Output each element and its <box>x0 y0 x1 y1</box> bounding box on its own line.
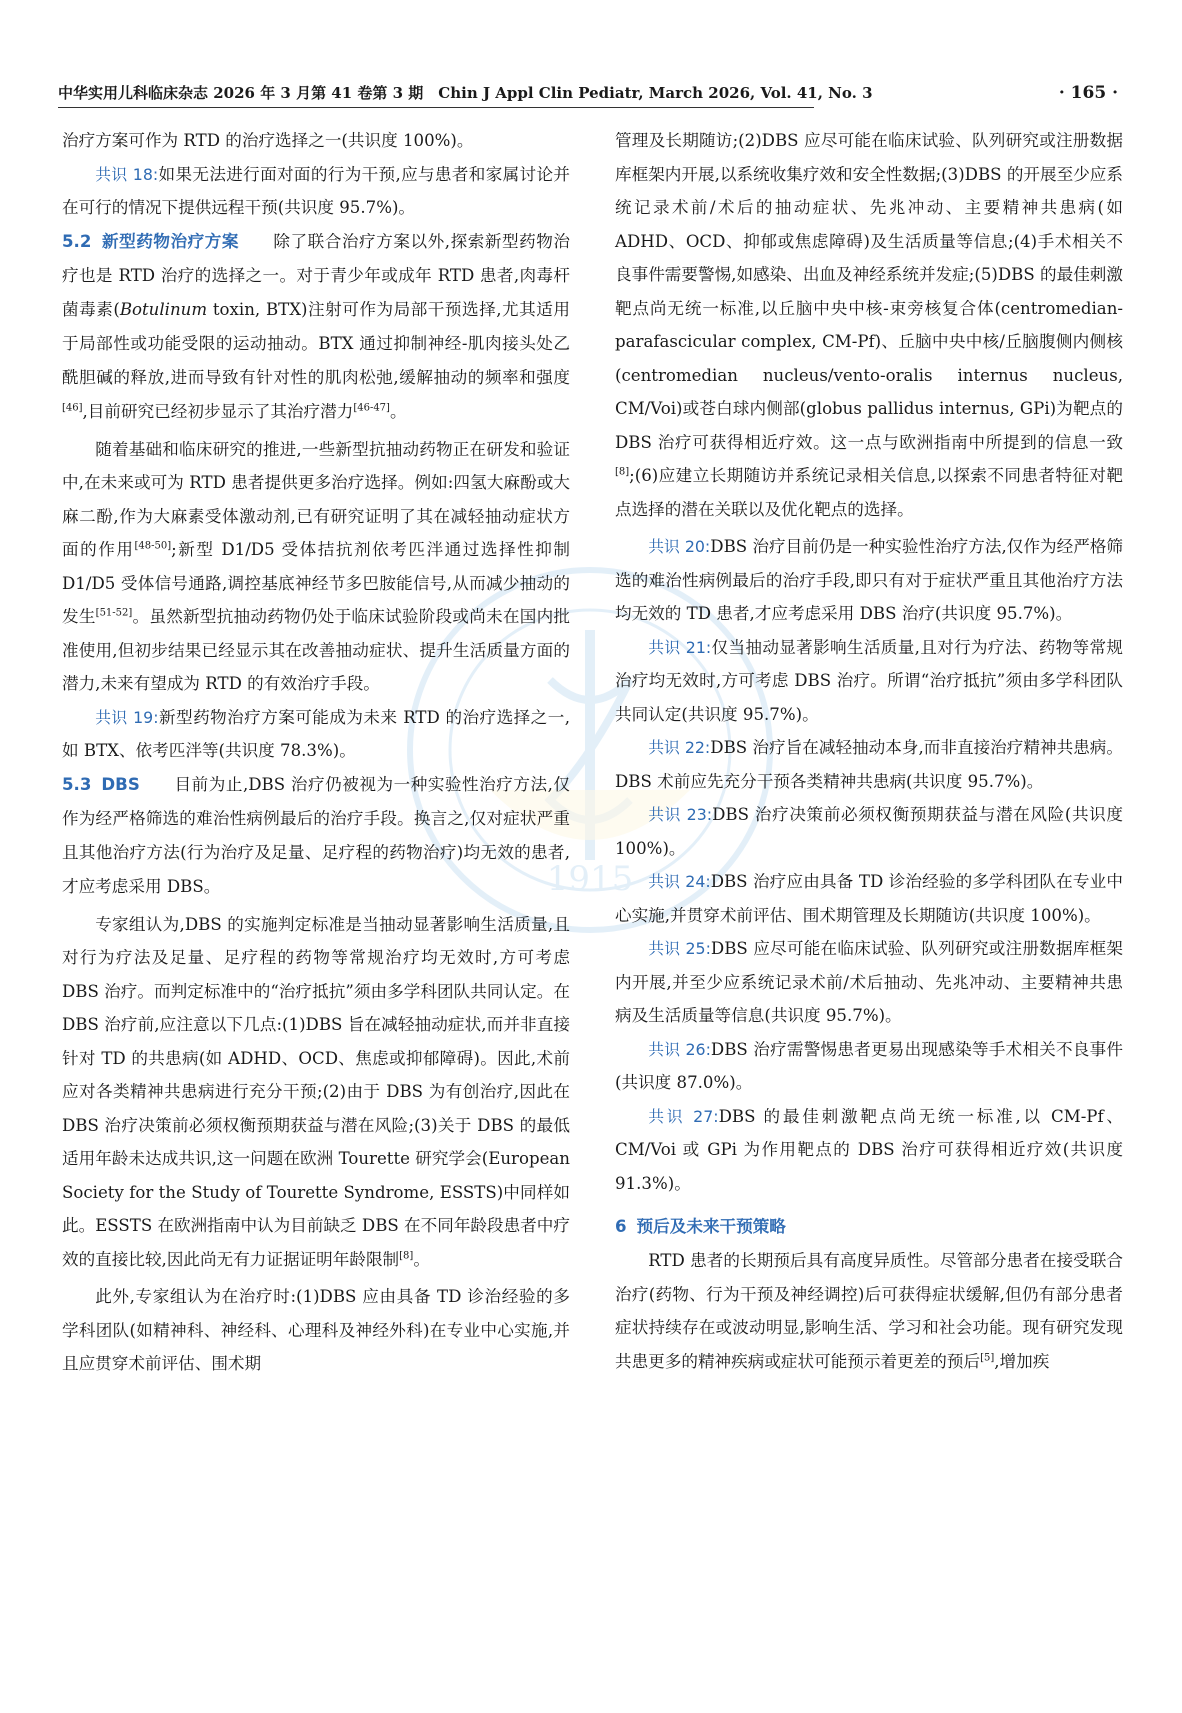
consensus-label: 共识 26: <box>648 1039 711 1059</box>
citation: [8] <box>399 1249 414 1261</box>
section-text: 除了联合治疗方案以外,探索新型药物治疗也是 RTD 治疗的选择之一。对于青少年或成年 RTD 患者,肉毒杆菌毒素( <box>62 231 571 319</box>
section-6-heading <box>615 1210 1123 1244</box>
consensus-27 <box>615 1100 1123 1201</box>
consensus-18 <box>62 158 570 225</box>
paragraph: 治疗方案可作为 RTD 的治疗选择之一(共识度 100%)。 <box>62 131 474 150</box>
section-title: 预后及未来干预策略 <box>636 1217 786 1236</box>
paragraph <box>615 124 1123 526</box>
text: ;(6)应建立长期随访并系统记录相关信息,以探索不同患者特征对靶点选择的潜在关联以及优化靶点的选择。 <box>615 466 1123 519</box>
text: 专家组认为,DBS 的实施判定标准是当抽动显著影响生活质量,且对行为疗法及足量、足疗程的药物等常规治疗均无效时,方可考虑 DBS 治疗。而判定标准中的“治疗抵抗”须由多学科团队共同认定。在 DBS 治疗前,应注意以下几点:(1)DBS 旨在减轻抽动症状,而并非直接针对 TD 的共患病(如 ADHD、OCD、焦虑或抑郁障碍)。因此,术前应对各类精神共患病进行充分干预;(2)由于 DBS 为有创治疗,因此在 DBS 治疗决策前必须权衡预期获益与潜在风险;(3)关于 DBS 的最低适用年龄未达成共识,这一问题在欧洲 Tourette 研究学会(European Society for the Study of Tourette Syndrome, ESSTS)中同样如此。ESSTS 在欧洲指南中认为目前缺乏 DBS 在不同年龄段患者中疗效的直接比较,因此尚无有力证据证明年龄限制 <box>62 914 570 1269</box>
citation: [5] <box>980 1351 995 1363</box>
section-text: toxin, BTX)注射可作为局部干预选择,尤其适用于局部性或功能受限的运动抽动。BTX 通过抑制神经-肌肉接头处乙酰胆碱的释放,进而导致有针对性的肌肉松弛,缓解抽动的频率和强度 <box>62 299 570 387</box>
citation: [46] <box>62 401 83 413</box>
page-number: · 165 · <box>1058 83 1118 103</box>
section-text: 。 <box>389 401 407 421</box>
text: 随着基础和临床研究的推进,一些新型抗抽动药物正在研发和验证中,在未来或可为 RTD 患者提供更多治疗选择。例如:四氢大麻酚或大麻二酚,作为大麻素受体激动剂,已有研究证明了其在减轻抽动症状方面的作用 <box>62 439 570 559</box>
consensus-21 <box>615 631 1123 732</box>
citation: [8] <box>615 466 630 478</box>
running-header <box>58 80 1118 106</box>
section-title: 新型药物治疗方案 <box>101 231 240 251</box>
section-title: DBS <box>101 774 140 794</box>
paragraph <box>62 908 570 1277</box>
consensus-25 <box>615 932 1123 1033</box>
consensus-label: 共识 24: <box>648 872 711 891</box>
citation: [46-47] <box>353 401 390 413</box>
consensus-label: 共识 20: <box>648 537 711 556</box>
section-5-2 <box>62 225 570 429</box>
consensus-text: 如果无法进行面对面的行为干预,应与患者和家属讨论并在可行的情况下提供远程干预(共识度 95.7%)。 <box>62 164 570 217</box>
citation: [48-50] <box>134 540 172 552</box>
paragraph <box>615 1244 1123 1378</box>
consensus-label: 共识 18: <box>95 164 159 184</box>
text: ,增加疾 <box>994 1351 1050 1371</box>
consensus-label: 共识 21: <box>648 637 712 657</box>
consensus-23 <box>615 798 1123 865</box>
italic-term: Botulinum <box>119 299 208 319</box>
consensus-text: DBS 治疗应由具备 TD 诊治经验的多学科团队在专业中心实施,并贯穿术前评估、围术期管理及长期随访(共识度 100%)。 <box>615 872 1123 925</box>
text: RTD 患者的长期预后具有高度异质性。尽管部分患者在接受联合治疗(药物、行为干预及神经调控)后可获得症状缓解,但仍有部分患者症状持续存在或波动明显,影响生活、学习和社会功能。现有研究发现共患更多的精神疾病或症状可能预示着更差的预后 <box>615 1251 1123 1371</box>
section-5-3 <box>62 768 570 904</box>
header-rule <box>58 107 814 108</box>
consensus-text: DBS 应尽可能在临床试验、队列研究或注册数据库框架内开展,并至少应系统记录术前/术后抽动、先兆冲动、主要精神共患病及生活质量等信息(共识度 95.7%)。 <box>615 939 1124 1025</box>
text: 。虽然新型抗抽动药物仍处于临床试验阶段或尚未在国内批准使用,但初步结果已经显示其在改善抽动症状、提升生活质量方面的潜力,未来有望成为 RTD 的有效治疗手段。 <box>62 607 571 693</box>
consensus-label: 共识 25: <box>648 939 711 958</box>
paragraph: 此外,专家组认为在治疗时:(1)DBS 应由具备 TD 诊治经验的多学科团队(如精神科、神经科、心理科及神经外科)在专业中心实施,并且应贯穿术前评估、围术期 <box>62 1287 570 1373</box>
consensus-text: DBS 的最佳刺激靶点尚无统一标准,以 CM-Pf、CM/Voi 或 GPi 为作用靶点的 DBS 治疗可获得相近疗效(共识度 91.3%)。 <box>615 1106 1123 1193</box>
consensus-20 <box>615 530 1123 631</box>
text: ;新型 D1/D5 受体拮抗剂依考匹泮通过选择性抑制 D1/D5 受体信号通路,调控基底神经节多巴胺能信号,从而减少抽动的发生 <box>62 540 570 626</box>
watermark-year: 1915 <box>546 859 634 899</box>
text: 管理及长期随访;(2)DBS 应尽可能在临床试验、队列研究或注册数据库框架内开展,以系统收集疗效和安全性数据;(3)DBS 的开展至少应系统记录术前/术后的抽动症状、先兆冲动、主要精神共患病(如 ADHD、OCD、抑郁或焦虑障碍)及生活质量等信息;(4)手术相关不良事件需要警惕,如感染、出血及神经系统并发症;(5)DBS 的最佳刺激靶点尚无统一标准,以丘脑中央中核-束旁核复合体(centromedian-parafascicular complex, CM-Pf)、丘脑中央中核/丘脑腹侧内侧核(centromedian nucleus/vento-oralis internus nucleus, CM/Voi)或苍白球内侧部(globus pallidus internus, GPi)为靶点的 DBS 治疗可获得相近疗效。这一点与欧洲指南中所提到的信息一致 <box>615 131 1123 452</box>
consensus-24 <box>615 865 1123 932</box>
consensus-text: DBS 治疗旨在减轻抽动本身,而非直接治疗精神共患病。DBS 术前应先充分干预各类精神共患病(共识度 95.7%)。 <box>615 738 1123 791</box>
section-text: 目前为止,DBS 治疗仍被视为一种实验性治疗方法,仅作为经严格筛选的难治性病例最后的治疗手段。换言之,仅对症状严重且其他治疗方法(行为治疗及足量、足疗程的药物治疗)均无效的患者,才应考虑采用 DBS。 <box>62 774 570 896</box>
paragraph <box>62 433 570 701</box>
right-column <box>615 124 1123 1378</box>
consensus-26 <box>615 1033 1123 1100</box>
text: 。 <box>413 1249 430 1269</box>
consensus-label: 共识 19: <box>95 707 159 727</box>
consensus-19 <box>62 701 570 768</box>
section-text: ,目前研究已经初步显示了其治疗潜力 <box>82 401 354 421</box>
consensus-22 <box>615 731 1123 798</box>
consensus-label: 共识 22: <box>648 738 711 757</box>
consensus-label: 共识 27: <box>648 1106 719 1126</box>
section-number: 5.2 <box>62 231 92 251</box>
consensus-label: 共识 23: <box>648 805 713 824</box>
consensus-text: DBS 治疗目前仍是一种实验性治疗方法,仅作为经严格筛选的难治性病例最后的治疗手段,即只有对于症状严重且其他治疗方法均无效的 TD 患者,才应考虑采用 DBS 治疗(共识度 95.7%)。 <box>615 537 1123 623</box>
consensus-text: DBS 治疗决策前必须权衡预期获益与潜在风险(共识度 100%)。 <box>615 805 1123 858</box>
section-number: 6 <box>615 1217 627 1236</box>
left-column <box>62 124 570 1381</box>
section-number: 5.3 <box>62 774 92 794</box>
journal-citation: 中华实用儿科临床杂志 2026 年 3 月第 41 卷第 3 期 Chin J Appl Clin Pediatr, March 2026, Vol. 41, No. 3 <box>58 84 873 102</box>
consensus-text: DBS 治疗需警惕患者更易出现感染等手术相关不良事件(共识度 87.0%)。 <box>615 1039 1124 1092</box>
consensus-text: 仅当抽动显著影响生活质量,且对行为疗法、药物等常规治疗均无效时,方可考虑 DBS 治疗。所谓“治疗抵抗”须由多学科团队共同认定(共识度 95.7%)。 <box>615 637 1123 724</box>
citation: [51-52] <box>95 607 133 619</box>
consensus-text: 新型药物治疗方案可能成为未来 RTD 的治疗选择之一,如 BTX、依考匹泮等(共识度 78.3%)。 <box>62 707 570 760</box>
